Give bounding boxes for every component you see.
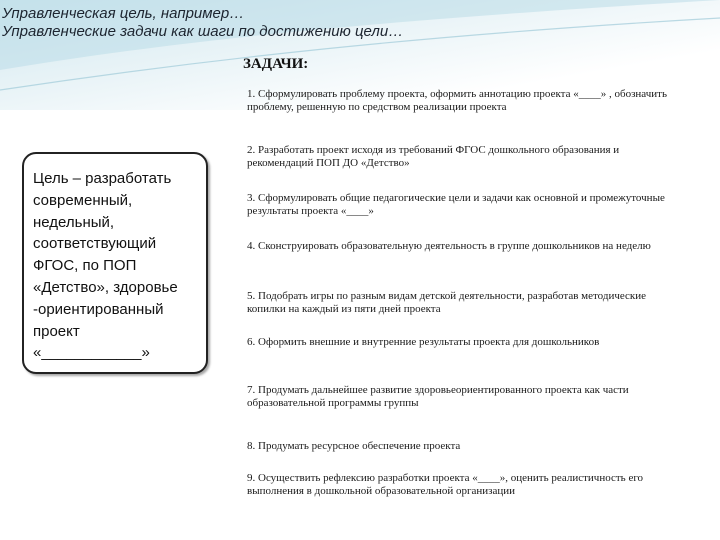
goal-text: Цель – разработать современный, недельный, соответствующий ФГОС, по ПОП «Детство», здоровье -ориентированный проект «____________» — [33, 170, 178, 362]
task-item-6: 6. Оформить внешние и внутренние результаты проекта для дошкольников — [247, 336, 600, 348]
header-line-1: Управленческая цель, например… — [2, 5, 245, 22]
task-item-9: 9. Осуществить рефлексию разработки проекта «____», оценить реалистичность его выполнения в дошкольной образовательной организации — [247, 472, 644, 497]
task-item-8: 8. Продумать ресурсное обеспечение проекта — [247, 440, 461, 452]
goal-box — [22, 152, 208, 374]
task-item-1: 1. Сформулировать проблему проекта, оформить аннотацию проекта «____» , обозначить проблему, решенную по средством реализации проекта — [247, 88, 667, 113]
task-item-7: 7. Продумать дальнейшее развитие здоровьеориентированного проекта как части образовательной программы группы — [247, 384, 629, 409]
task-item-5: 5. Подобрать игры по разным видам детской деятельности, разработав методические копилки на каждый из пяти дней проекта — [247, 290, 647, 315]
tasks-heading: ЗАДАЧИ: — [243, 56, 309, 72]
header-line-2: Управленческие задачи как шаги по достижению цели… — [2, 23, 404, 40]
task-item-4: 4. Сконструировать образовательную деятельность в группе дошкольников на неделю — [247, 240, 651, 252]
task-item-2: 2. Разработать проект исходя из требований ФГОС дошкольного образования и рекомендаций ПОП ДО «Детство» — [247, 144, 620, 169]
task-item-3: 3. Сформулировать общие педагогические цели и задачи как основной и промежуточные результаты проекта «____» — [247, 192, 665, 217]
